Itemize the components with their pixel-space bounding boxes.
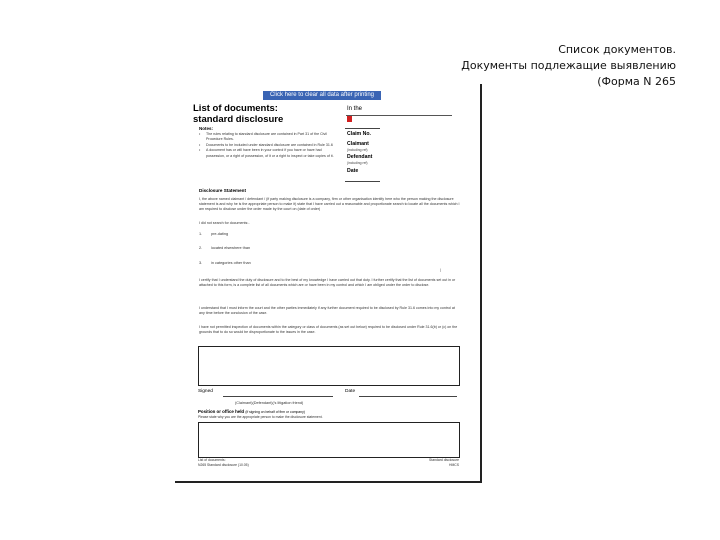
notes-item-text: Documents to be included under standard disclosure are contained in Rule 31.6 — [206, 142, 333, 147]
footer-right-line-2: HMCS — [449, 462, 459, 467]
in-the-label: In the — [347, 106, 363, 112]
notes-item: • Documents to be included under standard disclosure are contained in Rule 31.6 — [199, 142, 333, 147]
signed-label: Signed — [198, 389, 213, 394]
footer-left-line-2: N265 Standard disclosure (10.05) — [198, 462, 249, 467]
exclusions-intro: I did not search for documents:- — [199, 221, 250, 225]
form-title-line-2: standard disclosure — [193, 114, 284, 125]
position-instructions: Please state why you are the appropriate person to make the disclosure statement. — [198, 415, 323, 419]
footer-left — [198, 458, 249, 467]
signature-field[interactable] — [223, 396, 333, 397]
claimant-label: Claimant — [347, 141, 369, 147]
certification-paragraph: I certify that I understand the duty of disclosure and to the best of my knowledge I have carried out that duty. I further certify that the list of documents set out in or attached to this form, is a complete list of all documents which are or have been in my control and which I am obliged under the order to disclose. — [199, 278, 456, 287]
footer-right-line-1: Standard disclosure — [429, 458, 459, 462]
exclusion-label: located elsewhere than — [211, 246, 251, 250]
ongoing-duty-paragraph: I understand that I must inform the court and the other parties immediately if any further document required to be disclosed by Rule 31.6 comes into my control at any time before the conclusion of the case. — [199, 306, 455, 315]
notes-item-text: The rules relating to standard disclosure are contained in Part 31 of the Civil Procedure Rules. — [206, 132, 327, 142]
position-heading-text: Position or office held — [198, 409, 245, 414]
claim-no-label: Claim No. — [347, 131, 371, 137]
position-heading — [198, 409, 305, 414]
defendant-label: Defendant — [347, 154, 373, 160]
footer-left-line-1: List of documents: — [198, 458, 226, 462]
notes-item-text: A document has or will have been in your control if you have or have had possession, or a right of possession, of it or a right to inspect or take copies of it. — [206, 148, 334, 158]
disclosure-statement-heading: Disclosure Statement — [199, 188, 246, 193]
form-title — [193, 103, 283, 125]
notes-heading: Notes: — [199, 126, 214, 131]
caption-line-1: Список документов. — [558, 43, 676, 56]
notes-item: • The rules relating to standard disclosure are contained in Part 31 of the Civil Procedure Rules. — [199, 132, 327, 142]
exclusion-item — [199, 261, 251, 265]
signatory-role: (Claimant)(Defendant)('s litigation friend) — [235, 401, 304, 405]
exclusion-item — [199, 232, 229, 236]
slide-caption — [376, 42, 676, 90]
exclusion-number: 2. — [199, 246, 203, 250]
form-scan — [175, 84, 482, 483]
statement-paragraph: I, the above named claimant / defendant / (if party making disclosure is a company, firm or other organisation identify here who the person making the disclosure statement is and why he is the appropriate person to make it) state that I have carried out a reasonable and proportionate search to locate all the documents which I am required to disclose under the order made by the court on (date of order) — [199, 197, 460, 211]
exclusion-label: in categories other than — [211, 261, 251, 265]
notes-item: • A document has or will have been in your control if you have or have had possession, or a right of possession, of it or a right to inspect or take copies of it. — [199, 148, 334, 158]
date-field-label: Date — [347, 168, 359, 174]
withheld-documents-box[interactable] — [198, 346, 460, 386]
position-heading-note: (if signing on behalf of firm or company) — [245, 410, 305, 414]
clear-data-button[interactable]: Click here to clear all data after printing — [263, 91, 381, 100]
red-marker — [347, 116, 352, 122]
exclusion-number: 1. — [199, 232, 203, 236]
exclusion-number: 3. — [199, 261, 203, 265]
signature-date-field[interactable] — [359, 396, 457, 397]
court-name-field[interactable] — [346, 115, 452, 116]
exclusion-label: pre-dating — [211, 232, 229, 236]
inspection-paragraph: I have not permitted inspection of documents within the category or class of documents (as set out below) required to be disclosed under Rule 31.6(b) or (c) on the grounds that to do so would be disproportionate to the issues in the case. — [199, 325, 458, 334]
caption-line-3: (Форма N 265 — [597, 75, 676, 88]
exclusion-item — [199, 246, 251, 250]
form-title-line-1: List of documents: — [193, 103, 278, 114]
position-reason-box[interactable] — [198, 422, 460, 458]
stray-mark: | — [440, 267, 442, 272]
claimant-sub-label: (including ref) — [347, 148, 368, 152]
defendant-sub-label: (including ref) — [347, 161, 368, 165]
signature-date-label: Date — [345, 389, 356, 394]
notes-list — [199, 132, 339, 159]
caption-line-2: Документы подлежащие выявлению — [461, 59, 676, 72]
footer-right — [407, 458, 459, 467]
